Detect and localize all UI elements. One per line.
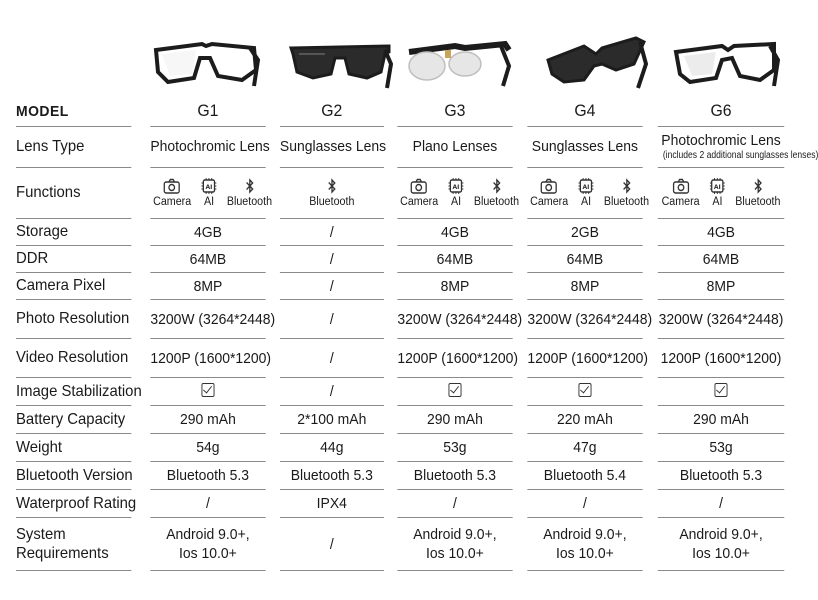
bluetooth-icon — [488, 178, 505, 194]
glasses-g1-image — [150, 30, 260, 92]
spec-cell: / — [280, 518, 384, 571]
spec-cell: 1200P (1600*1200) — [527, 339, 642, 378]
spec-cell: IPX4 — [280, 490, 384, 518]
spec-cell: 8MP — [150, 273, 265, 300]
svg-text:AI: AI — [452, 183, 460, 192]
lens-type-cell: Sunglasses Lens — [527, 127, 642, 168]
spec-cell: 64MB — [527, 246, 642, 273]
spec-cell: 290 mAh — [150, 406, 265, 434]
feature-bluetooth: Bluetooth — [735, 178, 780, 208]
functions-cell — [658, 168, 785, 219]
image-stabilization-row — [16, 378, 789, 406]
spec-cell: 8MP — [658, 273, 785, 300]
spec-cell: 4GB — [150, 219, 265, 246]
feature-camera: Camera — [530, 178, 568, 208]
lens-note: (includes 2 additional sunglasses lenses) — [662, 150, 818, 161]
glasses-g2-image — [285, 30, 395, 92]
spec-cell: Bluetooth 5.3 — [658, 462, 785, 490]
weight-row — [16, 434, 789, 462]
spec-table — [10, 96, 818, 571]
checkbox-checked-icon — [579, 383, 592, 397]
photo-resolution-row — [16, 300, 789, 339]
feature-camera: Camera — [662, 178, 700, 208]
spec-cell: 8MP — [398, 273, 513, 300]
camera-icon — [164, 178, 181, 194]
spec-cell: 290 mAh — [398, 406, 513, 434]
checkbox-checked-icon — [201, 383, 214, 397]
spec-cell: 54g — [150, 434, 265, 462]
spec-cell: 44g — [280, 434, 384, 462]
spec-cell: Android 9.0+, Ios 10.0+ — [658, 518, 785, 571]
ai-chip-icon — [200, 178, 217, 194]
spec-cell: 2GB — [527, 219, 642, 246]
spec-cell: 53g — [658, 434, 785, 462]
lens-type-row — [16, 127, 789, 168]
bluetooth-icon — [749, 178, 766, 194]
spec-cell: Bluetooth 5.3 — [150, 462, 265, 490]
system-requirements-row — [16, 518, 789, 571]
storage-row — [16, 219, 789, 246]
glasses-g4-image — [540, 30, 650, 92]
spec-cell: 290 mAh — [658, 406, 785, 434]
row-label: Battery Capacity — [16, 406, 131, 434]
spec-cell: / — [150, 490, 265, 518]
spec-cell: Android 9.0+, Ios 10.0+ — [527, 518, 642, 571]
row-label: Photo Resolution — [16, 300, 131, 339]
feature-camera: Camera — [153, 178, 191, 208]
spec-cell: / — [527, 490, 642, 518]
model-label: MODEL — [16, 96, 131, 127]
spec-cell: 220 mAh — [527, 406, 642, 434]
spec-cell: Bluetooth 5.3 — [398, 462, 513, 490]
model-name: G2 — [280, 96, 384, 127]
feature-ai: AI AI — [709, 178, 726, 208]
checkbox-checked-icon — [714, 383, 727, 397]
row-label: System Requirements — [16, 518, 131, 571]
feature-bluetooth: Bluetooth — [604, 178, 649, 208]
camera-icon — [672, 178, 689, 194]
spec-cell — [150, 378, 265, 406]
functions-cell — [280, 168, 384, 219]
spec-cell: Android 9.0+, Ios 10.0+ — [150, 518, 265, 571]
spec-cell: / — [280, 273, 384, 300]
spec-cell: 1200P (1600*1200) — [150, 339, 265, 378]
camera-pixel-row — [16, 273, 789, 300]
glasses-g6-image — [670, 30, 780, 92]
spec-cell: 4GB — [658, 219, 785, 246]
spec-cell: 64MB — [658, 246, 785, 273]
spec-cell: Android 9.0+, Ios 10.0+ — [398, 518, 513, 571]
glasses-g3-image — [405, 30, 515, 92]
camera-icon — [541, 178, 558, 194]
row-label: Storage — [16, 219, 131, 246]
feature-camera: Camera — [400, 178, 438, 208]
spec-cell: 64MB — [398, 246, 513, 273]
spec-cell: Bluetooth 5.4 — [527, 462, 642, 490]
video-resolution-row — [16, 339, 789, 378]
spec-cell: / — [658, 490, 785, 518]
ddr-row — [16, 246, 789, 273]
ai-chip-icon — [709, 178, 726, 194]
bluetooth-icon — [241, 178, 258, 194]
spec-cell: 3200W (3264*2448) — [398, 300, 513, 339]
row-label: Camera Pixel — [16, 273, 131, 300]
spec-cell: 3200W (3264*2448) — [527, 300, 642, 339]
spec-cell: 8MP — [527, 273, 642, 300]
feature-ai: AI AI — [200, 178, 217, 208]
spec-cell — [658, 378, 785, 406]
bluetooth-icon — [323, 178, 340, 194]
checkbox-checked-icon — [449, 383, 462, 397]
svg-text:AI: AI — [205, 183, 213, 192]
row-label: Weight — [16, 434, 131, 462]
model-name: G1 — [150, 96, 265, 127]
camera-icon — [411, 178, 428, 194]
row-label: Waterproof Rating — [16, 490, 131, 518]
functions-cell — [150, 168, 272, 219]
ai-chip-icon — [578, 178, 595, 194]
functions-row — [16, 168, 789, 219]
bluetooth-icon — [618, 178, 635, 194]
row-label: Functions — [16, 168, 131, 219]
lens-type-cell: Plano Lenses — [398, 127, 513, 168]
spec-cell: 3200W (3264*2448) — [150, 300, 265, 339]
feature-bluetooth: Bluetooth — [227, 178, 272, 208]
svg-text:AI: AI — [713, 183, 721, 192]
svg-text:AI: AI — [582, 183, 590, 192]
spec-cell: / — [280, 378, 384, 406]
model-name: G3 — [398, 96, 513, 127]
waterproof-rating-row — [16, 490, 789, 518]
feature-ai: AI AI — [578, 178, 595, 208]
lens-type-cell: Photochromic Lens (includes 2 additional sunglasses lenses) — [658, 127, 785, 168]
spec-cell: 2*100 mAh — [280, 406, 384, 434]
lens-type-cell: Sunglasses Lens — [280, 127, 384, 168]
battery-capacity-row — [16, 406, 789, 434]
spec-cell: / — [280, 219, 384, 246]
spec-cell: 47g — [527, 434, 642, 462]
lens-type-cell: Photochromic Lens — [150, 127, 265, 168]
model-name: G4 — [527, 96, 642, 127]
spec-cell: 3200W (3264*2448) — [658, 300, 785, 339]
row-label: Lens Type — [16, 127, 131, 168]
spec-cell — [398, 378, 513, 406]
spec-cell: 64MB — [150, 246, 265, 273]
spec-cell: / — [280, 300, 384, 339]
model-name: G6 — [658, 96, 785, 127]
spec-cell: 53g — [398, 434, 513, 462]
spec-cell: / — [398, 490, 513, 518]
spec-cell: Bluetooth 5.3 — [280, 462, 384, 490]
feature-bluetooth: Bluetooth — [474, 178, 519, 208]
spec-cell — [527, 378, 642, 406]
row-label: Video Resolution — [16, 339, 131, 378]
product-images — [0, 0, 800, 100]
functions-cell — [527, 168, 650, 219]
feature-bluetooth: Bluetooth — [309, 178, 354, 208]
spec-cell: / — [280, 246, 384, 273]
spec-cell: 4GB — [398, 219, 513, 246]
model-row — [16, 96, 789, 127]
spec-cell: 1200P (1600*1200) — [398, 339, 513, 378]
feature-ai: AI AI — [448, 178, 465, 208]
row-label: Bluetooth Version — [16, 462, 131, 490]
functions-cell — [398, 168, 520, 219]
spec-cell: / — [280, 339, 384, 378]
row-label: Image Stabilization — [16, 378, 131, 406]
bluetooth-version-row — [16, 462, 789, 490]
spec-cell: 1200P (1600*1200) — [658, 339, 785, 378]
ai-chip-icon — [448, 178, 465, 194]
row-label: DDR — [16, 246, 131, 273]
